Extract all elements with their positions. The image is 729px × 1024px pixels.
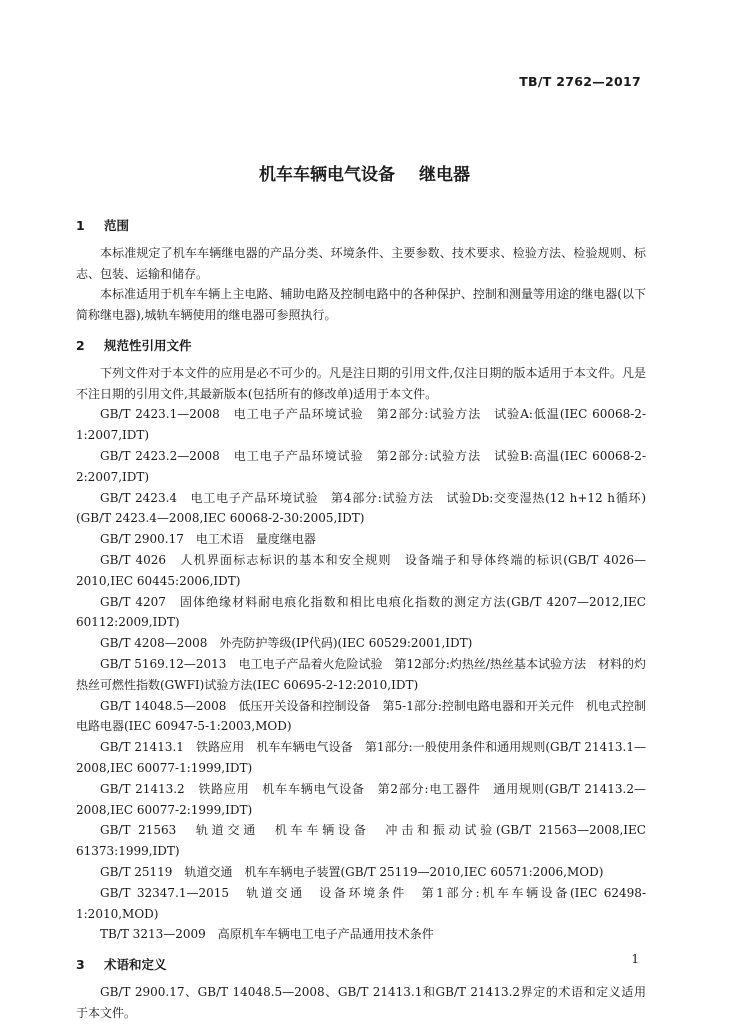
section-heading-1: 1 范围 — [76, 218, 130, 233]
reference-item: GB/T 4207 固体绝缘材料耐电痕化指数和相比电痕化指数的测定方法(GB/T 4207—2012,IEC 60112:2009,IDT) — [76, 594, 646, 630]
reference-item: GB/T 2900.17 电工术语 量度继电器 — [100, 532, 316, 547]
reference-item: GB/T 21413.2 铁路应用 机车车辆电气设备 第2部分:电工器件 通用规则(GB/T 21413.2—2008,IEC 60077-2:1999,IDT) — [76, 781, 646, 817]
reference-item: GB/T 4026 人机界面标志标识的基本和安全规则 设备端子和导体终端的标识(GB/T 4026—2010,IEC 60445:2006,IDT) — [76, 552, 646, 588]
section-heading-3: 3 术语和定义 — [76, 957, 167, 973]
reference-item: GB/T 32347.1—2015 轨道交通 设备环境条件 第1部分:机车车辆设备(IEC 62498-1:2010,MOD) — [76, 885, 646, 921]
title-sub: 继电器 — [419, 165, 470, 185]
document-body — [76, 216, 646, 1023]
reference-item: GB/T 2423.1—2008 电工电子产品环境试验 第2部分:试验方法 试验A:低温(IEC 60068-2-1:2007,IDT) — [76, 407, 646, 443]
reference-item: GB/T 21563 轨道交通 机车车辆设备 冲击和振动试验(GB/T 21563—2008,IEC 61373:1999,IDT) — [76, 823, 646, 859]
paragraph: GB/T 2900.17、GB/T 14048.5—2008、GB/T 21413.1和GB/T 21413.2界定的术语和定义适用于本文件。 — [76, 984, 646, 1020]
reference-item: GB/T 2423.2—2008 电工电子产品环境试验 第2部分:试验方法 试验B:高温(IEC 60068-2-2:2007,IDT) — [76, 448, 646, 484]
reference-item: GB/T 14048.5—2008 低压开关设备和控制设备 第5-1部分:控制电路电器和开关元件 机电式控制电路电器(IEC 60947-5-1:2003,MOD) — [76, 698, 646, 734]
reference-item: GB/T 2423.4 电工电子产品环境试验 第4部分:试验方法 试验Db:交变湿热(12 h+12 h循环)(GB/T 2423.4—2008,IEC 60068-2-30:2005,IDT) — [76, 490, 646, 526]
title-main: 机车车辆电气设备 — [259, 165, 395, 185]
reference-item: GB/T 5169.12—2013 电工电子产品着火危险试验 第12部分:灼热丝/热丝基本试验方法 材料的灼热丝可燃性指数(GWFI)试验方法(IEC 60695-2-12:2010,IDT) — [76, 656, 646, 692]
paragraph: 下列文件对于本文件的应用是必不可少的。凡是注日期的引用文件,仅注日期的版本适用于本文件。凡是不注日期的引用文件,其最新版本(包括所有的修改单)适用于本文件。 — [76, 365, 646, 401]
paragraph: 本标准适用于机车车辆上主电路、辅助电路及控制电路中的各种保护、控制和测量等用途的继电器(以下简称继电器),城轨车辆使用的继电器可参照执行。 — [76, 287, 646, 323]
reference-item: GB/T 21413.1 铁路应用 机车车辆电气设备 第1部分:一般使用条件和通用规则(GB/T 21413.1—2008,IEC 60077-1:1999,IDT) — [76, 740, 646, 775]
reference-item: GB/T 25119 轨道交通 机车车辆电子装置(GB/T 25119—2010,IEC 60571:2006,MOD) — [100, 864, 604, 879]
page-number: 1 — [631, 952, 639, 966]
paragraph: 本标准规定了机车车辆继电器的产品分类、环境条件、主要参数、技术要求、检验方法、检验规则、标志、包装、运输和储存。 — [76, 245, 646, 281]
document-number: TB/T 2762—2017 — [519, 74, 641, 89]
section-heading-2: 2 规范性引用文件 — [76, 337, 192, 353]
reference-item: GB/T 4208—2008 外壳防护等级(IP代码)(IEC 60529:2001,IDT) — [100, 636, 473, 651]
document-title — [0, 160, 729, 185]
reference-item: TB/T 3213—2009 高原机车车辆电工电子产品通用技术条件 — [100, 927, 434, 942]
